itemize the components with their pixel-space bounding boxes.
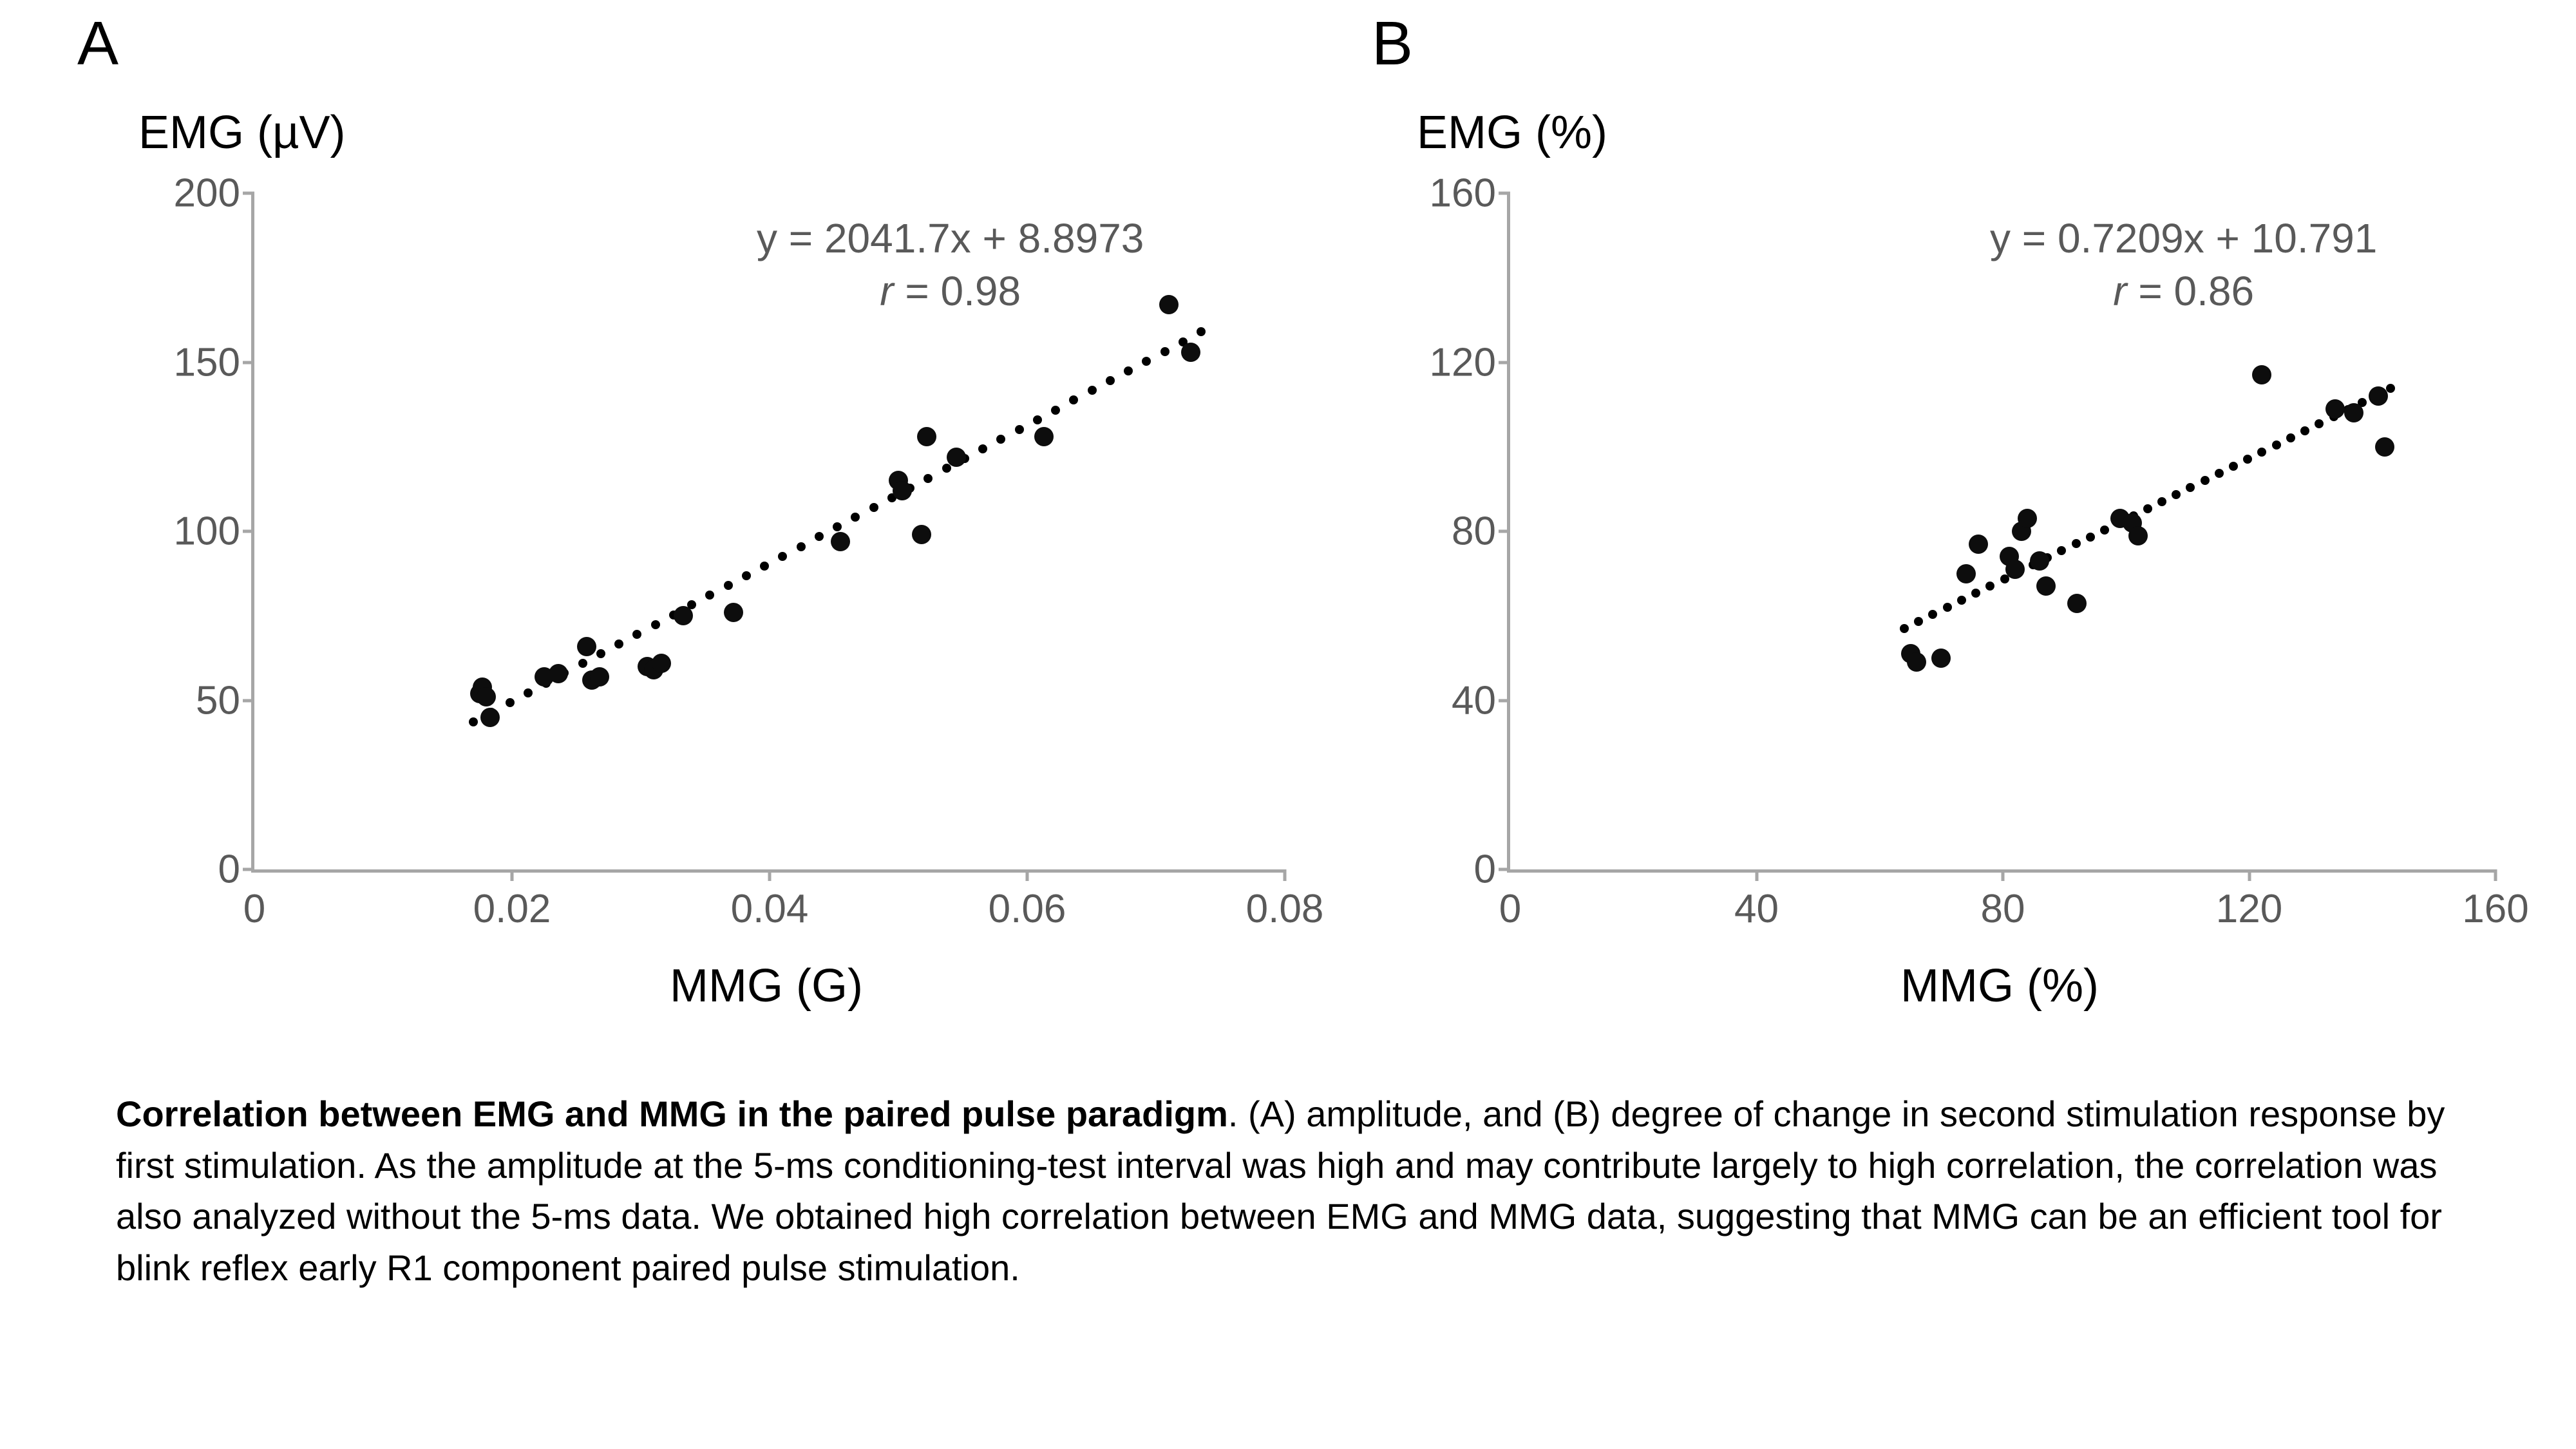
trendline-dot xyxy=(1971,589,1980,598)
panel-a-plot-area xyxy=(173,171,1324,931)
x-axis-tick-mark xyxy=(2002,869,2005,881)
panel-a-letter: A xyxy=(77,9,119,78)
x-axis-tick-label: 0 xyxy=(243,887,266,931)
panel-a-r-value: = 0.98 xyxy=(893,267,1021,314)
trendline-dot xyxy=(760,562,769,571)
trendline-dot xyxy=(2201,476,2210,485)
x-axis-tick-label: 0.04 xyxy=(730,887,809,931)
panel-a-x-axis-title: MMG (G) xyxy=(670,960,863,1012)
trendline-dot xyxy=(2072,539,2081,548)
trendline-dot xyxy=(724,581,733,590)
x-axis-tick-mark xyxy=(768,869,772,881)
scatter-point xyxy=(2036,576,2056,596)
trendline-dot xyxy=(797,542,806,551)
trendline-dot xyxy=(469,717,478,726)
trendline-dot xyxy=(1914,617,1923,626)
panel-b-r-symbol: r xyxy=(2113,267,2127,314)
trendline-dot xyxy=(2257,448,2266,457)
trendline-dot xyxy=(578,659,587,668)
trendline-dot xyxy=(2100,526,2109,535)
trendline-dot xyxy=(1928,610,1937,619)
trendline-dot xyxy=(1900,624,1909,633)
y-axis-tick-mark xyxy=(243,699,254,702)
caption-title: Correlation between EMG and MMG in the paired pulse paradigm xyxy=(116,1094,1228,1134)
x-axis-tick-label: 160 xyxy=(2462,887,2529,931)
trendline-dot xyxy=(2143,504,2152,513)
trendline-dot xyxy=(2186,483,2195,492)
trendline-dot xyxy=(596,649,605,658)
scatter-point xyxy=(480,708,500,727)
x-axis-tick-mark xyxy=(2494,869,2497,881)
scatter-point xyxy=(549,664,568,683)
y-axis-tick-mark xyxy=(243,361,254,364)
y-axis-tick-label: 150 xyxy=(173,340,240,384)
trendline-dot xyxy=(2172,490,2181,499)
x-axis-tick-label: 40 xyxy=(1734,887,1779,931)
scatter-point xyxy=(2344,403,2363,422)
panel-a-equation: y = 2041.7x + 8.8973 xyxy=(757,215,1144,261)
trendline-dot xyxy=(632,630,641,639)
trendline-dot xyxy=(978,444,987,453)
scatter-point xyxy=(1931,649,1951,668)
trendline-dot xyxy=(1142,357,1151,366)
figure-caption xyxy=(116,1088,2473,1293)
scatter-point xyxy=(1956,564,1976,583)
scatter-point xyxy=(831,532,850,551)
trendline-dot xyxy=(1943,603,1952,612)
scatter-point xyxy=(2375,437,2394,457)
trendline-dot xyxy=(1197,327,1206,336)
y-axis-tick-label: 80 xyxy=(1452,509,1496,554)
x-axis-tick-mark xyxy=(2248,869,2251,881)
trendline-dot xyxy=(869,503,878,512)
scatter-point xyxy=(2252,365,2271,384)
trendline-dot xyxy=(2272,440,2281,450)
trendline-dot xyxy=(2286,433,2295,442)
trendline-dot xyxy=(2157,497,2166,506)
panel-b-correlation xyxy=(1990,265,2377,318)
caption-body: . (A) amplitude, and (B) degree of change in second stimulation response by first stimulation. As the amplitude at the 5-ms conditioning-test interval was high and may contribute largely to high correlation, the correlation was also analyzed without the 5-ms data. We obtained high correlation between EMG and MMG data, suggesting that MMG can be an efficient tool for blink reflex early R1 component paired pulse stimulation. xyxy=(116,1094,2445,1288)
panel-b-r-value: = 0.86 xyxy=(2126,267,2255,314)
trendline-dot xyxy=(1069,395,1078,404)
trendline-dot xyxy=(524,688,533,697)
y-axis-tick-mark xyxy=(1499,361,1510,364)
scatter-point xyxy=(912,525,931,544)
scatter-point xyxy=(577,637,596,656)
trendline-dot xyxy=(1985,582,1994,591)
scatter-point xyxy=(652,654,671,673)
panel-b-equation: y = 0.7209x + 10.791 xyxy=(1990,215,2378,261)
panel-b-plot-area xyxy=(1429,171,2529,931)
trendline-dot xyxy=(705,591,714,600)
trendline-dot xyxy=(942,464,951,473)
trendline-dot xyxy=(1957,596,1966,605)
trendline-dot xyxy=(2243,455,2252,464)
panel-a-correlation xyxy=(757,265,1144,318)
trendline-dot xyxy=(1160,347,1170,356)
scatter-point xyxy=(1181,343,1200,362)
x-axis-tick-label: 0.02 xyxy=(473,887,551,931)
trendline-dot xyxy=(2086,533,2095,542)
trendline-dot xyxy=(833,522,842,531)
trendline-dot xyxy=(2229,462,2238,471)
trendline-dot xyxy=(2386,384,2395,393)
y-axis-tick-label: 50 xyxy=(196,678,240,723)
scatter-point xyxy=(1034,427,1054,446)
trendline-dot xyxy=(1088,386,1097,395)
panel-b-annotation xyxy=(1990,213,2377,318)
x-axis-tick-mark xyxy=(1755,869,1758,881)
scatter-point xyxy=(2030,551,2049,571)
y-axis-tick-label: 40 xyxy=(1452,678,1496,723)
y-axis-tick-mark xyxy=(243,192,254,195)
trendline-dot xyxy=(1106,376,1115,385)
panel-b-x-axis-title: MMG (%) xyxy=(1900,960,2099,1012)
scatter-point xyxy=(724,603,743,622)
trendline-dot xyxy=(2315,419,2324,428)
scatter-point xyxy=(2005,560,2025,579)
y-axis-tick-mark xyxy=(1499,530,1510,533)
y-axis-tick-label: 100 xyxy=(173,509,240,554)
x-axis-tick-label: 0.06 xyxy=(988,887,1066,931)
y-axis-tick-label: 120 xyxy=(1429,340,1496,384)
trendline-dot xyxy=(2057,546,2066,555)
y-axis-tick-label: 160 xyxy=(1429,171,1496,216)
scatter-point xyxy=(1907,652,1926,672)
scatter-point xyxy=(893,481,912,500)
y-axis-tick-mark xyxy=(243,530,254,533)
scatter-point xyxy=(2369,386,2388,406)
scatter-point xyxy=(947,448,966,467)
x-axis-tick-mark xyxy=(1283,869,1287,881)
panel-a-y-axis-title: EMG (µV) xyxy=(138,107,346,158)
trendline-dot xyxy=(996,435,1005,444)
panel-b-letter: B xyxy=(1372,9,1414,78)
trendline-dot xyxy=(1033,415,1042,424)
y-axis-tick-label: 0 xyxy=(218,847,240,892)
trendline-dot xyxy=(815,532,824,541)
y-axis-tick-mark xyxy=(1499,192,1510,195)
x-axis-tick-label: 0 xyxy=(1499,887,1522,931)
scatter-point xyxy=(2067,594,2087,613)
trendline-dot xyxy=(614,639,623,649)
trendline-dot xyxy=(506,698,515,707)
y-axis-tick-mark xyxy=(1499,699,1510,702)
scatter-point xyxy=(1969,535,1988,554)
scatter-point xyxy=(2128,526,2148,545)
x-axis-tick-label: 120 xyxy=(2215,887,2283,931)
scatter-point xyxy=(917,427,936,446)
scatter-point xyxy=(2018,509,2037,528)
trendline-dot xyxy=(778,552,787,561)
x-axis-tick-label: 0.08 xyxy=(1245,887,1324,931)
scatter-point xyxy=(674,606,693,625)
trendline-dot xyxy=(1015,425,1024,434)
trendline-dot xyxy=(851,513,860,522)
x-axis-tick-mark xyxy=(1026,869,1029,881)
trendline-dot xyxy=(1124,366,1133,375)
scatter-point xyxy=(477,687,496,706)
x-axis-tick-mark xyxy=(511,869,514,881)
panel-a-r-symbol: r xyxy=(880,267,894,314)
y-axis-tick-label: 200 xyxy=(173,171,240,216)
y-axis-tick-label: 0 xyxy=(1473,847,1496,892)
trendline-dot xyxy=(651,620,660,629)
panel-a-annotation xyxy=(757,213,1144,318)
scatter-point xyxy=(590,667,609,687)
trendline-dot xyxy=(923,474,933,483)
scatter-point xyxy=(1159,295,1179,314)
trendline-dot xyxy=(742,571,751,580)
trendline-dot xyxy=(2215,469,2224,478)
trendline-dot xyxy=(1051,406,1060,415)
scatter-point xyxy=(2325,399,2345,419)
trendline-dot xyxy=(2300,426,2309,435)
x-axis-tick-label: 80 xyxy=(1980,887,2025,931)
panel-b-y-axis-title: EMG (%) xyxy=(1417,107,1607,158)
